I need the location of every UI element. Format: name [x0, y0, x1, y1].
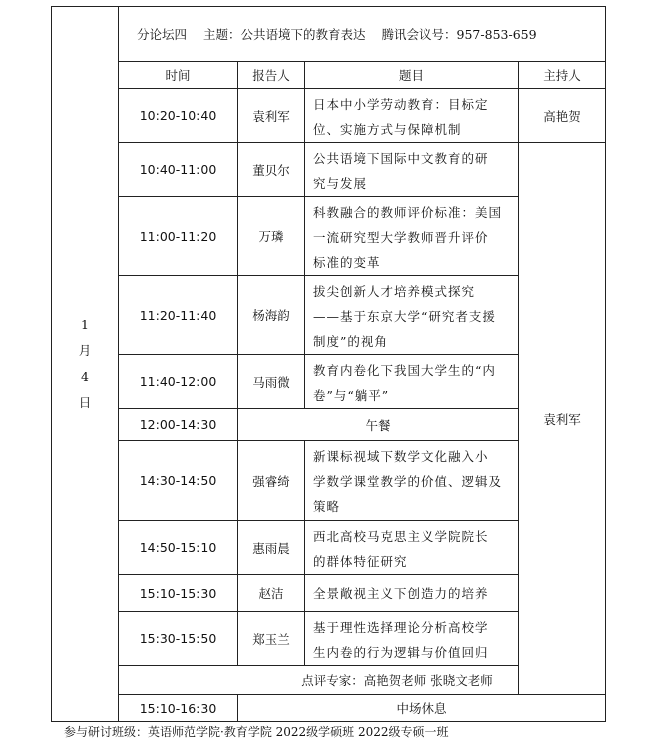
- time-header: 时间: [119, 62, 238, 89]
- topic-cell: [305, 355, 519, 409]
- topic-line: 制度”的视角: [313, 334, 388, 349]
- topic-cell: [305, 197, 519, 276]
- meeting-number: 腾讯会议号：957-853-659: [381, 27, 537, 42]
- topic-line: 日本中小学劳动教育：目标定: [313, 97, 489, 112]
- forum-header: [119, 7, 606, 62]
- speaker-cell: 马雨微: [238, 355, 305, 409]
- topic-cell: [305, 612, 519, 666]
- time-cell: 14:30-14:50: [119, 441, 238, 521]
- topic-line: 拔尖创新人才培养模式探究: [313, 284, 476, 299]
- speaker-cell: 袁利军: [238, 89, 305, 143]
- speaker-cell: 惠雨晨: [238, 521, 305, 575]
- time-cell: 14:50-15:10: [119, 521, 238, 575]
- topic-line: 一流研究型大学教师晋升评价: [313, 230, 489, 245]
- topic-line: 策略: [313, 499, 341, 514]
- time-cell: 15:10-15:30: [119, 575, 238, 612]
- topic-line: 新课标视域下数学文化融入小: [313, 449, 489, 464]
- topic-cell: [305, 276, 519, 355]
- host-header: 主持人: [519, 62, 606, 89]
- table-row: [52, 695, 606, 722]
- date-cell: [52, 7, 119, 722]
- time-cell: 10:20-10:40: [119, 89, 238, 143]
- column-header-row: [52, 62, 606, 89]
- topic-cell: [305, 143, 519, 197]
- intermission-cell: 中场休息: [238, 695, 606, 722]
- topic-line: 全景敞视主义下创造力的培养: [313, 585, 489, 601]
- time-cell: 11:40-12:00: [119, 355, 238, 409]
- lunch-break-cell: 午餐: [238, 409, 519, 441]
- speaker-header: 报告人: [238, 62, 305, 89]
- date-day-char: 日: [78, 395, 92, 410]
- reviewer-row: [52, 666, 606, 695]
- host-cell: 高艳贺: [519, 89, 606, 143]
- time-cell: 10:40-11:00: [119, 143, 238, 197]
- speaker-cell: 董贝尔: [238, 143, 305, 197]
- topic-cell: [305, 89, 519, 143]
- speaker-cell: 万璘: [238, 197, 305, 276]
- table-row: [52, 143, 606, 197]
- participating-classes-note: 参与研讨班级：英语师范学院·教育学院 2022级学硕班 2022级专硕一班: [64, 725, 449, 739]
- schedule-table: [51, 6, 606, 722]
- topic-line: 究与发展: [313, 176, 368, 191]
- date-month-char: 月: [78, 343, 92, 358]
- topic-cell: [305, 575, 519, 612]
- date-day-number: 4: [81, 369, 89, 384]
- date-month-number: 1: [81, 317, 89, 332]
- topic-line: 生内卷的行为逻辑与价值回归: [313, 645, 489, 660]
- topic-line: 基于理性选择理论分析高校学: [313, 620, 489, 635]
- topic-line: 科教融合的教师评价标准：美国: [313, 205, 503, 220]
- topic-line: 位、实施方式与保障机制: [313, 122, 462, 137]
- topic-line: 卷”与“躺平”: [313, 388, 390, 403]
- reviewer-experts: 点评专家：高艳贺老师 张晓文老师: [119, 666, 606, 695]
- speaker-cell: 赵洁: [238, 575, 305, 612]
- speaker-cell: 郑玉兰: [238, 612, 305, 666]
- topic-line: 西北高校马克思主义学院院长: [313, 529, 489, 544]
- host-cell: 袁利军: [519, 143, 606, 695]
- topic-line: 学数学课堂教学的价值、逻辑及: [313, 474, 503, 489]
- table-row: [52, 89, 606, 143]
- time-cell: 11:20-11:40: [119, 276, 238, 355]
- topic-line: 公共语境下国际中文教育的研: [313, 151, 489, 166]
- time-cell: 15:30-15:50: [119, 612, 238, 666]
- speaker-cell: 杨海韵: [238, 276, 305, 355]
- forum-theme: 主题：公共语境下的教育表达: [203, 27, 366, 42]
- topic-cell: [305, 441, 519, 521]
- topic-line: 的群体特征研究: [313, 554, 408, 569]
- topic-cell: [305, 521, 519, 575]
- topic-line: ——基于东京大学“研究者支援: [313, 309, 496, 324]
- topic-line: 教育内卷化下我国大学生的“内: [313, 363, 496, 378]
- time-cell: 15:10-16:30: [119, 695, 238, 722]
- time-cell: 12:00-14:30: [119, 409, 238, 441]
- topic-header: 题目: [305, 62, 519, 89]
- time-cell: 11:00-11:20: [119, 197, 238, 276]
- forum-name: 分论坛四: [137, 27, 188, 42]
- speaker-cell: 强睿绮: [238, 441, 305, 521]
- topic-line: 标准的变革: [313, 255, 381, 270]
